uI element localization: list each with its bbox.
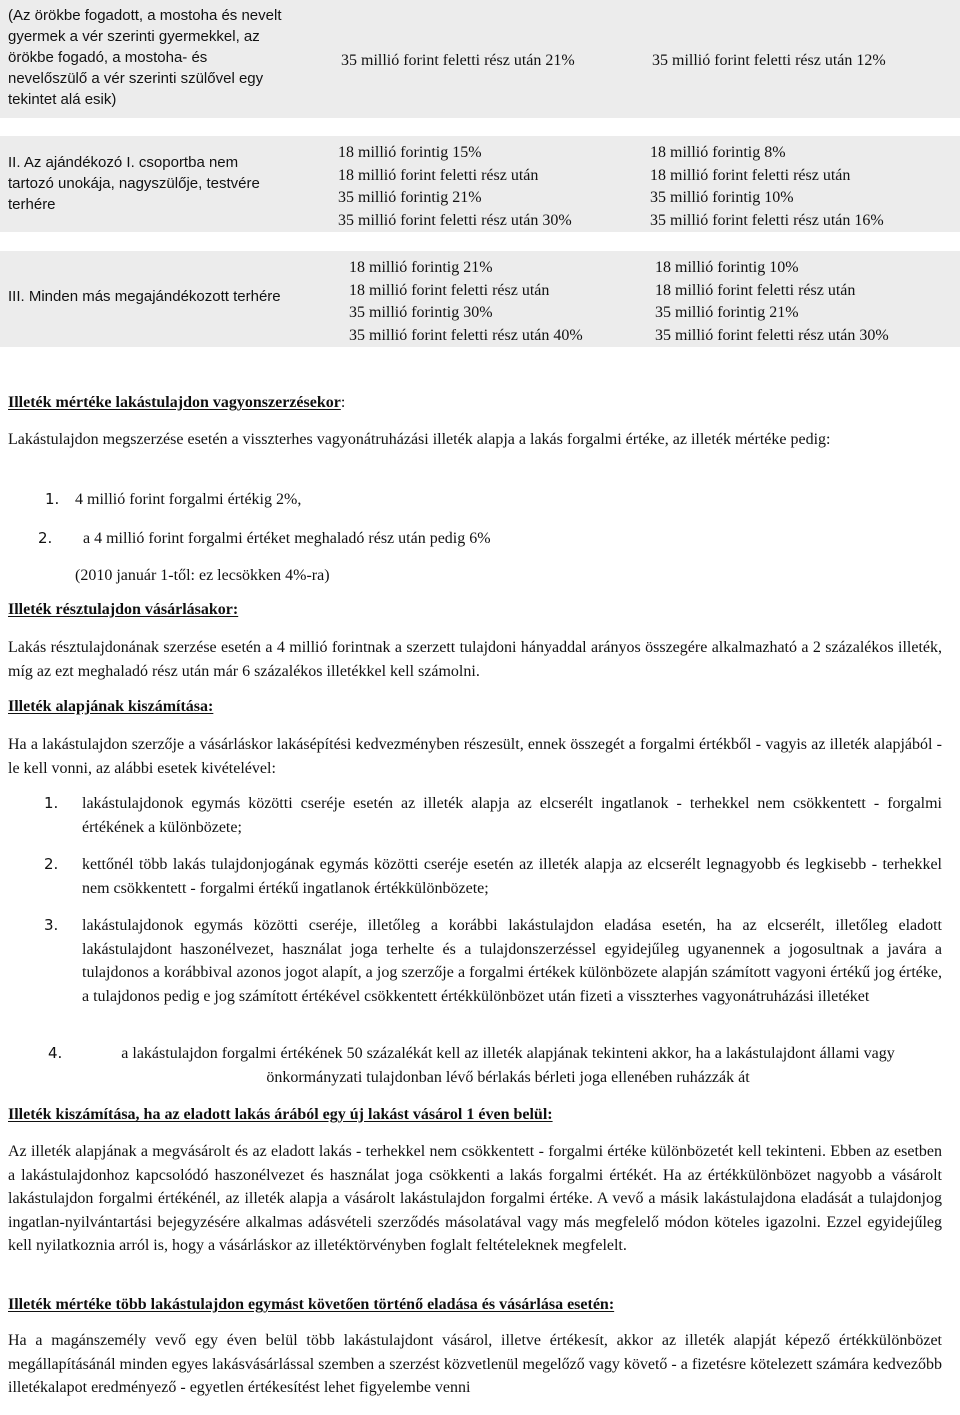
section-heading	[8, 1295, 614, 1315]
paragraph: Lakástulajdon megszerzése esetén a visszterhes vagyonátruházási illeték alapja a lakás forgalmi értéke, az illeték mértéke pedig:	[8, 431, 831, 448]
list-text: a 4 millió forint forgalmi értéket meghaladó rész után pedig 6%	[83, 530, 491, 547]
heading-text: Illeték mértéke lakástulajdon vagyonszerzésekor	[8, 394, 341, 411]
heading-text: Illeték kiszámítása, ha az eladott lakás árából egy új lakást vásárol 1 éven belül:	[8, 1106, 553, 1123]
paragraph: Ha a magánszemély vevő egy éven belül több lakástulajdont vásárol, illetve értékesít, akkor az illeték alapját képező értékkülönbözet megállapításánál minden egyes lakásvásárlással szemben a szerzést közvetlenül megelőző vagy követő - a fizetésre kötelezett számára kedvezőbb illetékalapot eredményező - egyetlen értékesítést lehet figyelembe venni	[8, 1332, 942, 1396]
list-number: 2.	[38, 529, 53, 547]
section-heading	[8, 393, 345, 413]
table-cell-residential-rate: 18 millió forintig 10% 18 millió forint feletti rész után 35 millió forintig 21% 35 millió forint feletti rész után 30%	[655, 259, 889, 344]
note-text: (2010 január 1-től: ez lecsökken 4%-ra)	[75, 567, 330, 584]
list-number: 1.	[44, 794, 59, 812]
paragraph: Ha a lakástulajdon szerzője a vásárláskor lakásépítési kedvezményben részesült, ennek összegét a forgalmi értékből - vagyis az illeték alapjából - le kell vonni, az alábbi esetek kivételével:	[8, 736, 942, 777]
table-row-label: II. Az ajándékozó I. csoportba nem tartozó unokája, nagyszülője, testvére terhére	[8, 154, 260, 213]
table-cell-general-rate: 35 millió forint feletti rész után 21%	[341, 52, 575, 69]
list-text: lakástulajdonok egymás közötti cseréje esetén az illeték alapja az elcserélt ingatlanok - terhekkel nem csökkentett - forgalmi értékének a különbözete;	[82, 795, 942, 836]
table-cell-general-rate: 18 millió forintig 15% 18 millió forint feletti rész után 35 millió forintig 21% 35 millió forint feletti rész után 30%	[338, 144, 572, 229]
list-number: 2.	[44, 855, 59, 873]
section-heading	[8, 697, 213, 717]
section-heading	[8, 600, 238, 620]
table-cell-residential-rate: 35 millió forint feletti rész után 12%	[652, 52, 886, 69]
list-number: 4.	[48, 1044, 63, 1062]
paragraph: Lakás résztulajdonának szerzése esetén a 4 millió forintnak a szerzett tulajdoni hányaddal arányos összegére alkalmazható a 2 százalékos illeték, míg az ezt meghaladó rész után már 6 százalékos illetékkel kell számolni.	[8, 639, 942, 680]
list-number: 3.	[44, 916, 59, 934]
heading-colon: :	[340, 394, 346, 411]
list-text: kettőnél több lakás tulajdonjogának egymás közötti cseréje esetén az illeték alapja az elcserélt legnagyobb és legkisebb - terhekkel nem csökkentett - forgalmi értékű ingatlanok értékkülönbözete;	[82, 856, 942, 897]
list-text: 4 millió forint forgalmi értékig 2%,	[75, 491, 302, 508]
table-cell-general-rate: 18 millió forintig 21% 18 millió forint feletti rész után 35 millió forintig 30% 35 millió forint feletti rész után 40%	[349, 259, 583, 344]
list-text: a lakástulajdon forgalmi értékének 50 százalékát kell az illeték alapjának tekinteni akkor, ha a lakástulajdont állami vagy önkormányzati tulajdonban lévő bérlakás bérleti joga ellenében ruházzák át	[121, 1045, 895, 1086]
table-row-label: III. Minden más megajándékozott terhére	[8, 288, 281, 305]
list-number: 1.	[45, 490, 60, 508]
section-heading	[8, 1105, 553, 1125]
table-cell-residential-rate: 18 millió forintig 8% 18 millió forint feletti rész után 35 millió forintig 10% 35 millió forint feletti rész után 16%	[650, 144, 884, 229]
list-text: lakástulajdonok egymás közötti cseréje, illetőleg a korábbi lakástulajdon eladása esetén, ha az elcserélt, illetőleg eladott lakástulajdont haszonélvezet, használat joga terhelte és a tulajdonszerzéssel egyidejűleg ugyanennek a jogosultnak a javára a tulajdonos a korábbival azonos jogot alapít, a jog szerzője a forgalmi értékek különbözete alapján számított vagyoni értékű jog értéke, a tulajdonos pedig e jog számított értékével csökkentett értékkülönbözet után fizeti a visszterhes vagyonátruházási illetéket	[82, 917, 942, 1005]
paragraph: Az illeték alapjának a megvásárolt és az eladott lakás - terhekkel nem csökkentett - forgalmi értéke különbözetét kell tekinteni. Ebben az esetben a lakástulajdonhoz kapcsolódó haszonélvezet és használat joga csökkenti a lakás forgalmi értékét. Ha az értékkülönbözet nagyobb a vásárolt lakástulajdon forgalmi értékénél, az illeték alapja a vásárolt lakástulajdon forgalmi értéke. A vevő a másik lakástulajdona eladását a tulajdonjog ingatlan-nyilvántartási bejegyzésére alkalmas adásvételi szerződés másolatával vagy más megfelelő módon köteles igazolni. Ezzel egyidejűleg kell nyilatkoznia arról is, hogy a vásárláskor az illetéktörvényben foglalt feltételeknek megfelelt.	[8, 1143, 942, 1254]
heading-text: Illeték alapjának kiszámítása:	[8, 698, 214, 715]
heading-text: Illeték mértéke több lakástulajdon egymást követően történő eladása és vásárlása esetén:	[8, 1296, 615, 1313]
heading-text: Illeték résztulajdon vásárlásakor:	[8, 601, 239, 618]
table-row-label: (Az örökbe fogadott, a mostoha és nevelt gyermek a vér szerinti gyermekkel, az örökbe fogadó, a mostoha- és nevelőszülő a vér szerinti szülővel egy tekintet alá esik)	[8, 7, 282, 108]
